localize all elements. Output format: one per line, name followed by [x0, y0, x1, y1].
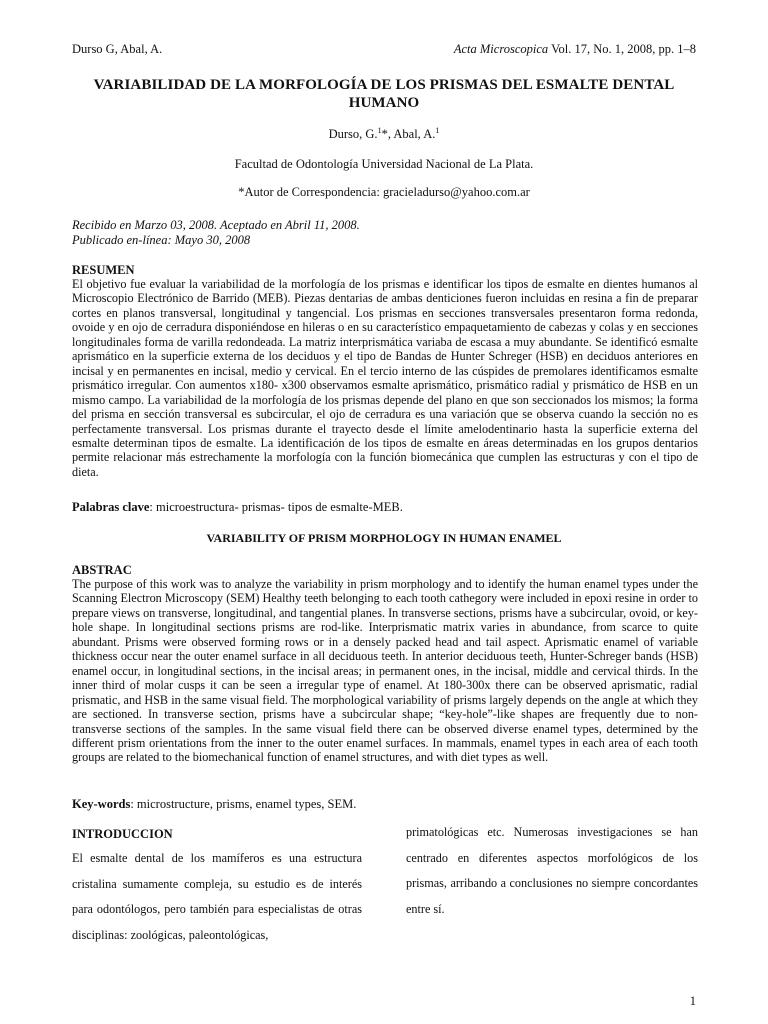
affiliation: Facultad de Odontología Universidad Nacional de La Plata. — [234, 157, 534, 171]
author-1: Durso, G. — [328, 127, 378, 142]
introduccion-left-column: El esmalte dental de los mamíferos es una estructura cristalina sumamente compleja, su estudio es de interés para odontólogos, pero también para especialistas de otras disciplinas: zoológicas, paleontológicas, — [72, 851, 362, 942]
palabras-clave-label: Palabras clave — [72, 500, 150, 514]
introduccion-heading: INTRODUCCION — [72, 827, 173, 841]
author-2-affiliation-mark: 1 — [435, 126, 440, 135]
keywords — [72, 797, 698, 812]
published-date: Publicado en-línea: Mayo 30, 2008 — [72, 233, 251, 247]
introduccion-right-column: primatológicas etc. Numerosas investigaciones se han centrado en diferentes aspectos morfológicos de los prismas, arribando a conclusiones no siempre concordantes entre sí. — [406, 825, 698, 916]
journal-name: Acta Microscopica — [453, 42, 549, 56]
journal-details: Vol. 17, No. 1, 2008, pp. 1–8 — [548, 42, 696, 56]
publication-dates — [72, 218, 696, 248]
paper-title: VARIABILIDAD DE LA MORFOLOGÍA DE LOS PRISMAS DEL ESMALTE DENTAL HUMANO — [93, 77, 675, 111]
correspondence: *Autor de Correspondencia: gracieladurso@yahoo.com.ar — [238, 185, 530, 199]
resumen-text: El objetivo fue evaluar la variabilidad de la morfología de los prismas e identificar los tipos de esmalte en dientes humanos al Microscopio Electrónico de Barrido (MEB). Piezas dentarias de ambas denticiones fueron incluidas en resina a fin de preparar cortes en planos transversal, longitudinal y tangencial. Los prismas en secciones transversales presentaron forma redonda, ovoide y en ojo de cerradura disponiéndose en hileras o en su característico empaquetamiento de cabezas y colas y en secciones longitudinales forma de varilla redondeada. La matriz interprismática variaba de escasa a muy abundante. Se identificó esmalte aprismático en la superficie externa de los deciduos y el tipo de Bandas de Hunter Schreger (HSB) en deciduos anteriores en incisal y en permanentes en incisal, medio y cervical. En el tercio interno de las cúspides de premolares identificamos esmalte prismático irregular. Con aumentos x180- x300 observamos esmalte aprismático, prismático radial y prismático de HSB en un mismo campo. La variabilidad de la morfología de los prismas depende del plano en que son seccionados los mismos; la forma del prisma en sección transversal es subcircular, el ojo de cerradura es una variación que se observa cuando la sección no es perfectamente transversal. Los prismas durante el trayecto desde el límite amelodentinario hasta la superficie externa del esmalte determinan tipos de esmalte. La identificación de los tipos de esmalte en áreas determinadas en los grupos dentarios permite relacionar más estrechamente la morfología con la función biomecánica que cumplen las estructuras y con el tipo de dieta. — [72, 277, 698, 479]
abstract-heading: ABSTRAC — [72, 563, 132, 577]
keywords-text: : microstructure, prisms, enamel types, SEM. — [130, 797, 357, 811]
author-2: *, Abal, A. — [381, 127, 436, 142]
author-line — [72, 126, 696, 142]
received-date: Recibido en Marzo 03, 2008. Aceptado en Abril 11, 2008. — [72, 218, 360, 232]
author-1-affiliation-mark: 1 — [377, 126, 382, 135]
english-title: VARIABILITY OF PRISM MORPHOLOGY IN HUMAN ENAMEL — [206, 531, 562, 545]
page-number: 1 — [689, 994, 696, 1008]
running-header-authors: Durso G, Abal, A. — [72, 42, 163, 56]
resumen-heading: RESUMEN — [72, 263, 135, 277]
palabras-clave — [72, 500, 698, 515]
abstract-text: The purpose of this work was to analyze the variability in prism morphology and to identify the human enamel types under the Scanning Electron Microscopy (SEM) Healthy teeth belonging to each tooth cathegory were included in epoxi resine in order to prepare views on transverse, longitudinal, and tangential planes. In transverse sections, prisms have a subcircular, ovoid, or key-hole shape. In longitudinal sections prisms are rod-like. Interprismatic matrix varies in abundance, from scarce to quite abundant. Prisms were observed forming rows or in a densely packed head and tail aspect. Aprismatic enamel of variable thickness occur near the outer enamel surface in all deciduous teeth. In anterior deciduous teeth, Hunter-Schreger bands (HSB) enamel occur, in longitudinal sections, in the incisal areas; in permanent ones, in the incisal, middle and cervical thirds. In the inner third of molar cusps it can be seen a irregular type of enamel. At 180-300x there can be observed aprismatic, radial prismatic, and HSB in the same visual field. The morphological variability of prisms largely depends on the angle at which they are sectioned. In transverse section, prisms have a subcircular shape; “key-hole”-like shapes are frequently due to non-transverse sections of the samples. In the same visual field there can be observed diverse enamel types, determined by the different prism orientations from the inner to the outer enamel surfaces. In mammals, enamel types in each area of each tooth groups are related to the biomechanical function of enamel structures, and with diet types as well. — [72, 577, 698, 765]
palabras-clave-text: : microestructura- prismas- tipos de esmalte-MEB. — [149, 500, 403, 514]
keywords-label: Key-words — [72, 797, 131, 811]
running-header-journal — [454, 42, 696, 57]
